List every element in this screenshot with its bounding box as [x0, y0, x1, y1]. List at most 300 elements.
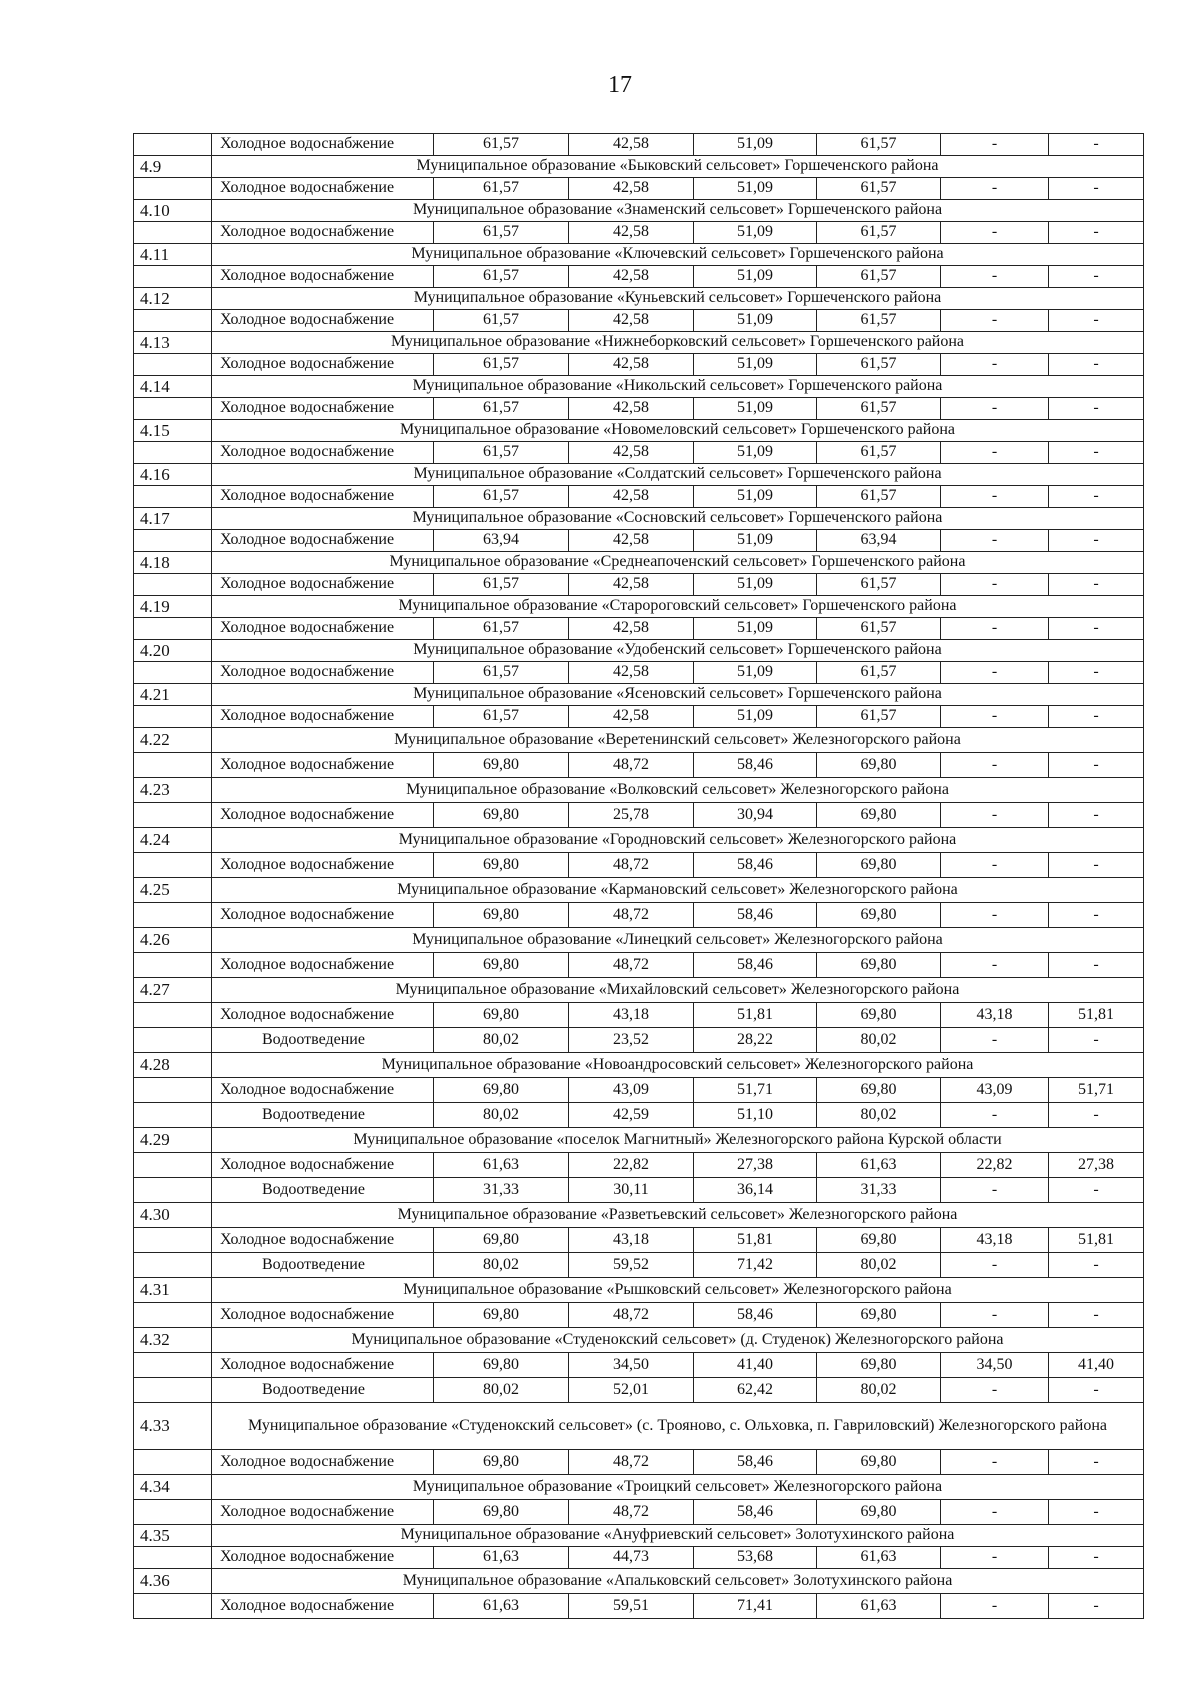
row-number: 4.32 [134, 1328, 212, 1353]
empty-number-cell [134, 1353, 212, 1378]
service-row [134, 1178, 1144, 1203]
tariff-value: - [1049, 1103, 1144, 1128]
service-name: Холодное водоснабжение [212, 134, 434, 156]
tariff-value: - [941, 853, 1049, 878]
tariff-value: - [1049, 1594, 1144, 1619]
tariff-value: 58,46 [694, 1303, 817, 1328]
tariff-value: 69,80 [434, 803, 569, 828]
tariff-value: 61,57 [434, 266, 569, 288]
tariff-value: 42,58 [569, 442, 694, 464]
service-row [134, 530, 1144, 552]
municipality-title: Муниципальное образование «Веретенинский сельсовет» Железногорского района [212, 728, 1144, 753]
municipality-header-row [134, 288, 1144, 310]
row-number: 4.26 [134, 928, 212, 953]
municipality-header-row [134, 1525, 1144, 1547]
empty-number-cell [134, 266, 212, 288]
tariff-value: 71,42 [694, 1253, 817, 1278]
tariff-value: 51,10 [694, 1103, 817, 1128]
empty-number-cell [134, 1003, 212, 1028]
service-row [134, 903, 1144, 928]
empty-number-cell [134, 222, 212, 244]
tariff-value: 23,52 [569, 1028, 694, 1053]
tariff-value: 58,46 [694, 853, 817, 878]
tariff-value: 51,09 [694, 618, 817, 640]
tariff-value: - [941, 1450, 1049, 1475]
tariff-value: 69,80 [817, 1303, 941, 1328]
empty-number-cell [134, 1028, 212, 1053]
tariff-value: - [1049, 486, 1144, 508]
empty-number-cell [134, 803, 212, 828]
service-row [134, 1450, 1144, 1475]
tariff-value: 59,52 [569, 1253, 694, 1278]
row-number: 4.11 [134, 244, 212, 266]
row-number: 4.24 [134, 828, 212, 853]
municipality-title: Муниципальное образование «Удобенский сельсовет» Горшеченского района [212, 640, 1144, 662]
municipality-title: Муниципальное образование «Новомеловский сельсовет» Горшеченского района [212, 420, 1144, 442]
row-number: 4.25 [134, 878, 212, 903]
service-name: Водоотведение [212, 1378, 434, 1403]
tariff-value: 61,57 [434, 706, 569, 728]
tariff-value: - [1049, 574, 1144, 596]
tariff-value: 69,80 [817, 1500, 941, 1525]
empty-number-cell [134, 574, 212, 596]
tariff-value: 63,94 [434, 530, 569, 552]
tariff-value: 61,57 [817, 222, 941, 244]
empty-number-cell [134, 753, 212, 778]
tariff-value: 61,57 [434, 398, 569, 420]
tariff-value: - [1049, 706, 1144, 728]
tariff-value: 61,57 [817, 574, 941, 596]
tariff-value: 58,46 [694, 953, 817, 978]
tariff-value: 42,58 [569, 618, 694, 640]
municipality-header-row [134, 1203, 1144, 1228]
service-row [134, 1078, 1144, 1103]
service-name: Холодное водоснабжение [212, 266, 434, 288]
tariff-value: 61,57 [434, 222, 569, 244]
tariff-value: - [1049, 1178, 1144, 1203]
page-number: 17 [608, 72, 632, 98]
row-number: 4.20 [134, 640, 212, 662]
municipality-title: Муниципальное образование «поселок Магнитный» Железногорского района Курской области [212, 1128, 1144, 1153]
municipality-header-row [134, 244, 1144, 266]
tariff-value: 61,57 [817, 662, 941, 684]
row-number: 4.31 [134, 1278, 212, 1303]
row-number: 4.34 [134, 1475, 212, 1500]
empty-number-cell [134, 1178, 212, 1203]
tariff-value: 69,80 [434, 853, 569, 878]
tariff-value: - [941, 574, 1049, 596]
tariff-value: 31,33 [434, 1178, 569, 1203]
tariff-value: 51,09 [694, 266, 817, 288]
tariff-value: 69,80 [434, 1003, 569, 1028]
service-name: Холодное водоснабжение [212, 310, 434, 332]
service-row [134, 134, 1144, 156]
service-name: Холодное водоснабжение [212, 903, 434, 928]
tariff-value: 51,09 [694, 222, 817, 244]
tariff-value: 48,72 [569, 953, 694, 978]
tariff-value: 48,72 [569, 903, 694, 928]
tariff-value: 61,63 [817, 1594, 941, 1619]
tariff-value: - [1049, 1378, 1144, 1403]
tariff-value: 80,02 [817, 1253, 941, 1278]
service-row [134, 1500, 1144, 1525]
tariff-value: 51,81 [694, 1003, 817, 1028]
service-name: Холодное водоснабжение [212, 486, 434, 508]
tariff-value: 42,59 [569, 1103, 694, 1128]
row-number: 4.23 [134, 778, 212, 803]
service-row [134, 1153, 1144, 1178]
tariff-value: 48,72 [569, 853, 694, 878]
empty-number-cell [134, 1078, 212, 1103]
tariff-value: 27,38 [1049, 1153, 1144, 1178]
tariff-value: 69,80 [817, 753, 941, 778]
tariff-value: - [941, 178, 1049, 200]
tariff-value: 80,02 [434, 1028, 569, 1053]
empty-number-cell [134, 486, 212, 508]
tariff-value: 58,46 [694, 1450, 817, 1475]
tariff-value: 71,41 [694, 1594, 817, 1619]
service-row [134, 618, 1144, 640]
empty-number-cell [134, 1594, 212, 1619]
row-number: 4.21 [134, 684, 212, 706]
tariff-value: 27,38 [694, 1153, 817, 1178]
tariff-value: - [1049, 903, 1144, 928]
tariff-value: - [941, 1303, 1049, 1328]
tariff-value: - [941, 486, 1049, 508]
tariff-value: - [1049, 1450, 1144, 1475]
service-row [134, 178, 1144, 200]
tariff-value: 43,18 [569, 1003, 694, 1028]
municipality-title: Муниципальное образование «Знаменский сельсовет» Горшеченского района [212, 200, 1144, 222]
empty-number-cell [134, 1450, 212, 1475]
tariff-value: 43,18 [941, 1003, 1049, 1028]
tariff-table-body [134, 134, 1144, 1619]
tariff-value: 80,02 [817, 1103, 941, 1128]
tariff-value: 34,50 [569, 1353, 694, 1378]
tariff-value: 42,58 [569, 662, 694, 684]
tariff-value: 51,81 [694, 1228, 817, 1253]
service-row [134, 354, 1144, 376]
tariff-value: 51,09 [694, 398, 817, 420]
tariff-value: - [941, 753, 1049, 778]
empty-number-cell [134, 310, 212, 332]
tariff-value: - [941, 662, 1049, 684]
service-row [134, 706, 1144, 728]
tariff-value: 61,57 [817, 178, 941, 200]
row-number: 4.29 [134, 1128, 212, 1153]
tariff-value: 80,02 [434, 1253, 569, 1278]
service-name: Холодное водоснабжение [212, 354, 434, 376]
tariff-value: 36,14 [694, 1178, 817, 1203]
row-number: 4.30 [134, 1203, 212, 1228]
tariff-value: 61,57 [817, 706, 941, 728]
tariff-value: 42,58 [569, 310, 694, 332]
municipality-title: Муниципальное образование «Среднеапоченский сельсовет» Горшеченского района [212, 552, 1144, 574]
tariff-value: 61,57 [434, 442, 569, 464]
municipality-header-row [134, 828, 1144, 853]
municipality-header-row [134, 1053, 1144, 1078]
municipality-title: Муниципальное образование «Куньевский сельсовет» Горшеченского района [212, 288, 1144, 310]
service-row [134, 1228, 1144, 1253]
municipality-header-row [134, 728, 1144, 753]
tariff-value: - [941, 1178, 1049, 1203]
service-name: Холодное водоснабжение [212, 1353, 434, 1378]
service-name: Холодное водоснабжение [212, 442, 434, 464]
tariff-value: 51,71 [694, 1078, 817, 1103]
municipality-title: Муниципальное образование «Никольский сельсовет» Горшеченского района [212, 376, 1144, 398]
municipality-title: Муниципальное образование «Студенокский сельсовет» (д. Студенок) Железногорского района [212, 1328, 1144, 1353]
tariff-value: - [1049, 1303, 1144, 1328]
tariff-value: 51,09 [694, 134, 817, 156]
service-name: Холодное водоснабжение [212, 1003, 434, 1028]
tariff-value: 51,09 [694, 530, 817, 552]
service-name: Холодное водоснабжение [212, 1500, 434, 1525]
empty-number-cell [134, 178, 212, 200]
tariff-value: - [941, 1253, 1049, 1278]
tariff-value: - [1049, 354, 1144, 376]
tariff-value: - [1049, 953, 1144, 978]
tariff-value: 51,09 [694, 486, 817, 508]
tariff-value: 42,58 [569, 222, 694, 244]
municipality-header-row [134, 778, 1144, 803]
service-name: Водоотведение [212, 1178, 434, 1203]
empty-number-cell [134, 530, 212, 552]
municipality-header-row [134, 1475, 1144, 1500]
service-name: Холодное водоснабжение [212, 530, 434, 552]
tariff-value: 61,57 [817, 486, 941, 508]
municipality-title: Муниципальное образование «Троицкий сельсовет» Железногорского района [212, 1475, 1144, 1500]
tariff-value: 69,80 [817, 903, 941, 928]
tariff-value: 30,94 [694, 803, 817, 828]
tariff-value: 61,57 [434, 134, 569, 156]
empty-number-cell [134, 706, 212, 728]
tariff-value: 61,57 [817, 398, 941, 420]
tariff-value: 61,57 [434, 178, 569, 200]
municipality-header-row [134, 1128, 1144, 1153]
tariff-value: - [941, 134, 1049, 156]
row-number: 4.12 [134, 288, 212, 310]
service-row [134, 398, 1144, 420]
tariff-value: 61,57 [434, 310, 569, 332]
municipality-title: Муниципальное образование «Линецкий сельсовет» Железногорского района [212, 928, 1144, 953]
tariff-value: - [1049, 803, 1144, 828]
municipality-header-row [134, 376, 1144, 398]
tariff-value: - [941, 1500, 1049, 1525]
tariff-value: - [941, 398, 1049, 420]
tariff-value: 31,33 [817, 1178, 941, 1203]
tariff-value: 51,09 [694, 574, 817, 596]
service-row [134, 310, 1144, 332]
empty-number-cell [134, 1153, 212, 1178]
tariff-value: 58,46 [694, 753, 817, 778]
tariff-value: 30,11 [569, 1178, 694, 1203]
tariff-value: 69,80 [817, 1003, 941, 1028]
tariff-value: - [1049, 310, 1144, 332]
empty-number-cell [134, 1253, 212, 1278]
tariff-value: 52,01 [569, 1378, 694, 1403]
municipality-title: Муниципальное образование «Разветьевский сельсовет» Железногорского района [212, 1203, 1144, 1228]
tariff-value: 69,80 [817, 803, 941, 828]
tariff-value: 34,50 [941, 1353, 1049, 1378]
tariff-value: 61,57 [434, 618, 569, 640]
row-number: 4.19 [134, 596, 212, 618]
tariff-value: 63,94 [817, 530, 941, 552]
service-name: Холодное водоснабжение [212, 662, 434, 684]
municipality-header-row [134, 508, 1144, 530]
service-name: Холодное водоснабжение [212, 803, 434, 828]
tariff-value: 69,80 [434, 903, 569, 928]
tariff-value: 43,18 [941, 1228, 1049, 1253]
tariff-value: 51,09 [694, 178, 817, 200]
service-row [134, 753, 1144, 778]
row-number: 4.33 [134, 1403, 212, 1450]
service-name: Холодное водоснабжение [212, 1228, 434, 1253]
municipality-header-row [134, 332, 1144, 354]
tariff-value: 69,80 [434, 1078, 569, 1103]
tariff-value: 42,58 [569, 266, 694, 288]
service-name: Холодное водоснабжение [212, 1547, 434, 1569]
municipality-header-row [134, 552, 1144, 574]
municipality-header-row [134, 464, 1144, 486]
municipality-title: Муниципальное образование «Быковский сельсовет» Горшеченского района [212, 156, 1144, 178]
row-number: 4.22 [134, 728, 212, 753]
service-name: Холодное водоснабжение [212, 1153, 434, 1178]
municipality-title: Муниципальное образование «Новоандросовский сельсовет» Железногорского района [212, 1053, 1144, 1078]
service-name: Водоотведение [212, 1028, 434, 1053]
service-row [134, 1594, 1144, 1619]
tariff-value: 42,58 [569, 134, 694, 156]
tariff-value: 61,57 [434, 662, 569, 684]
service-row [134, 953, 1144, 978]
tariff-value: - [1049, 662, 1144, 684]
row-number: 4.10 [134, 200, 212, 222]
row-number: 4.28 [134, 1053, 212, 1078]
municipality-header-row [134, 684, 1144, 706]
row-number: 4.17 [134, 508, 212, 530]
tariff-value: 58,46 [694, 1500, 817, 1525]
service-name: Холодное водоснабжение [212, 178, 434, 200]
tariff-value: 69,80 [434, 1228, 569, 1253]
empty-number-cell [134, 1303, 212, 1328]
municipality-title: Муниципальное образование «Старороговский сельсовет» Горшеченского района [212, 596, 1144, 618]
tariff-value: - [941, 442, 1049, 464]
tariff-value: 59,51 [569, 1594, 694, 1619]
service-row [134, 803, 1144, 828]
service-name: Холодное водоснабжение [212, 1078, 434, 1103]
tariff-value: 22,82 [941, 1153, 1049, 1178]
empty-number-cell [134, 953, 212, 978]
service-row [134, 1003, 1144, 1028]
tariff-value: 69,80 [817, 1078, 941, 1103]
municipality-title: Муниципальное образование «Кармановский сельсовет» Железногорского района [212, 878, 1144, 903]
tariff-value: 58,46 [694, 903, 817, 928]
tariff-value: - [1049, 222, 1144, 244]
tariff-value: - [1049, 1253, 1144, 1278]
service-name: Холодное водоснабжение [212, 853, 434, 878]
tariff-value: 48,72 [569, 1303, 694, 1328]
municipality-title: Муниципальное образование «Нижнеборковский сельсовет» Горшеченского района [212, 332, 1144, 354]
municipality-header-row [134, 928, 1144, 953]
municipality-title: Муниципальное образование «Апальковский сельсовет» Золотухинского района [212, 1569, 1144, 1594]
municipality-header-row [134, 156, 1144, 178]
service-name: Холодное водоснабжение [212, 953, 434, 978]
tariff-value: 61,57 [817, 354, 941, 376]
tariff-value: 61,57 [817, 266, 941, 288]
tariff-value: 25,78 [569, 803, 694, 828]
service-row [134, 442, 1144, 464]
municipality-header-row [134, 1278, 1144, 1303]
tariff-value: 51,81 [1049, 1003, 1144, 1028]
service-name: Холодное водоснабжение [212, 1594, 434, 1619]
municipality-title: Муниципальное образование «Волковский сельсовет» Железногорского района [212, 778, 1144, 803]
empty-number-cell [134, 1378, 212, 1403]
tariff-value: 48,72 [569, 1500, 694, 1525]
tariff-value: - [941, 803, 1049, 828]
municipality-header-row [134, 640, 1144, 662]
tariff-value: 69,80 [434, 753, 569, 778]
empty-number-cell [134, 442, 212, 464]
municipality-title: Муниципальное образование «Сосновский сельсовет» Горшеченского района [212, 508, 1144, 530]
municipality-header-row [134, 596, 1144, 618]
tariff-value: 69,80 [817, 1353, 941, 1378]
empty-number-cell [134, 618, 212, 640]
service-name: Холодное водоснабжение [212, 222, 434, 244]
tariff-value: 61,63 [434, 1547, 569, 1569]
municipality-title: Муниципальное образование «Солдатский сельсовет» Горшеченского района [212, 464, 1144, 486]
row-number: 4.14 [134, 376, 212, 398]
row-number: 4.15 [134, 420, 212, 442]
tariff-value: 48,72 [569, 753, 694, 778]
tariff-value: - [941, 1547, 1049, 1569]
tariff-value: - [1049, 398, 1144, 420]
tariff-value: 61,63 [434, 1594, 569, 1619]
tariff-value: - [941, 222, 1049, 244]
tariff-value: - [1049, 530, 1144, 552]
tariff-value: 51,09 [694, 354, 817, 376]
tariff-value: 48,72 [569, 1450, 694, 1475]
tariff-value: - [941, 354, 1049, 376]
service-row [134, 1103, 1144, 1128]
tariff-value: 61,63 [817, 1153, 941, 1178]
tariff-value: - [1049, 618, 1144, 640]
tariff-value: 41,40 [694, 1353, 817, 1378]
tariff-value: 53,68 [694, 1547, 817, 1569]
empty-number-cell [134, 1103, 212, 1128]
municipality-title: Муниципальное образование «Ключевский сельсовет» Горшеченского района [212, 244, 1144, 266]
tariff-value: 69,80 [434, 1303, 569, 1328]
tariff-value: 51,09 [694, 442, 817, 464]
tariff-value: 42,58 [569, 574, 694, 596]
service-name: Холодное водоснабжение [212, 1303, 434, 1328]
tariff-value: - [1049, 442, 1144, 464]
empty-number-cell [134, 354, 212, 376]
tariff-value: 61,57 [434, 486, 569, 508]
municipality-header-row [134, 1328, 1144, 1353]
service-name: Водоотведение [212, 1253, 434, 1278]
tariff-value: - [941, 310, 1049, 332]
tariff-value: - [1049, 853, 1144, 878]
municipality-title: Муниципальное образование «Михайловский сельсовет» Железногорского района [212, 978, 1144, 1003]
municipality-header-row [134, 978, 1144, 1003]
tariff-value: 80,02 [434, 1378, 569, 1403]
tariff-value: 28,22 [694, 1028, 817, 1053]
tariff-value: - [941, 1594, 1049, 1619]
municipality-header-row [134, 1569, 1144, 1594]
row-number: 4.27 [134, 978, 212, 1003]
tariff-value: - [1049, 1500, 1144, 1525]
tariff-value: 51,09 [694, 706, 817, 728]
municipality-title: Муниципальное образование «Ясеновский сельсовет» Горшеченского района [212, 684, 1144, 706]
